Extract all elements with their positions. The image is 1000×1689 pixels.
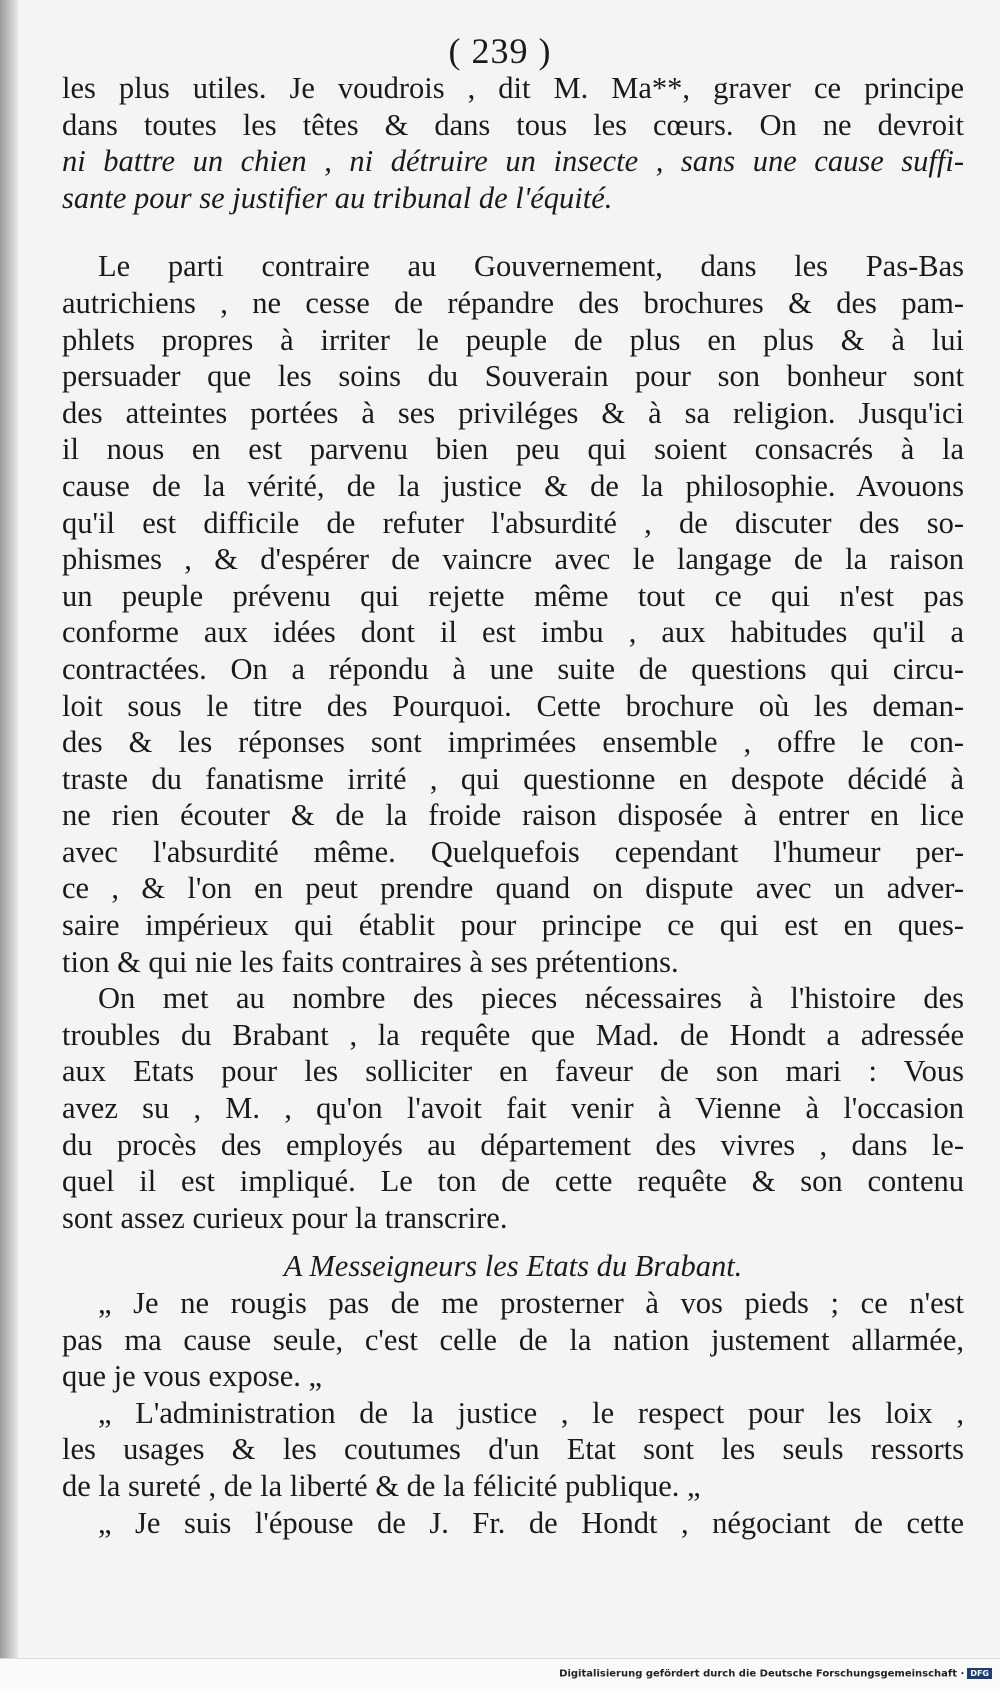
text-line: les plus utiles. Je voudrois , dit M. Ma**, graver ce principe — [62, 71, 964, 105]
text-line: „ L'administration de la justice , le respect pour les loix , — [98, 1395, 964, 1430]
text-line: de la sureté , de la liberté & de la félicité publique. „ — [62, 1468, 701, 1503]
text-line: autrichiens , ne cesse de répandre des brochures & des pam- — [62, 285, 964, 320]
text-line: des atteintes portées à ses priviléges & à sa religion. Jusqu'ici — [62, 395, 964, 430]
text-line: Le parti contraire au Gouvernement, dans les Pas-Bas — [98, 249, 964, 284]
text-line: quel il est impliqué. Le ton de cette requête & son contenu — [62, 1164, 964, 1199]
text-line: les usages & les coutumes d'un Etat sont les seuls ressorts — [62, 1432, 964, 1467]
text-line: il nous en est parvenu bien peu qui soient consacrés à la — [62, 432, 964, 467]
text-line: traste du fanatisme irrité , qui questionne en despote décidé à — [62, 761, 964, 796]
text-line: troubles du Brabant , la requête que Mad. de Hondt a adressée — [62, 1017, 964, 1052]
text-line: On met au nombre des pieces nécessaires à l'histoire des — [98, 981, 964, 1016]
paragraph-gap — [62, 216, 964, 248]
body-text — [62, 70, 964, 1541]
text-line: sante pour se justifier au tribunal de l'équité. — [62, 180, 613, 215]
text-line: ni battre un chien , ni détruire un insecte , sans une cause suffi- — [62, 144, 964, 179]
text-line: un peuple prévenu qui rejette même tout ce qui n'est pas — [62, 578, 964, 613]
paragraph-gap — [62, 1236, 964, 1248]
page-number: ( 239 ) — [448, 31, 552, 71]
page-binding-edge — [0, 0, 18, 1660]
text-line: conforme aux idées dont il est imbu , aux habitudes qu'il a — [62, 615, 964, 650]
text-line: sont assez curieux pour la transcrire. — [62, 1200, 508, 1235]
text-line: pas ma cause seule, c'est celle de la nation justement allarmée, — [62, 1322, 964, 1357]
section-heading: A Messeigneurs les Etats du Brabant. — [283, 1249, 743, 1284]
text-line: ne rien écouter & de la froide raison disposée à entrer en lice — [62, 798, 964, 833]
text-line: des & les réponses sont imprimées ensemble , offre le con- — [62, 725, 964, 760]
text-line: aux Etats pour les solliciter en faveur de son mari : Vous — [62, 1054, 964, 1089]
text-line: „ Je ne rougis pas de me prosterner à vos pieds ; ce n'est — [98, 1286, 964, 1320]
text-line: du procès des employés au département des vivres , dans le- — [62, 1127, 964, 1162]
text-line: „ Je suis l'épouse de J. Fr. de Hondt , négociant de cette — [98, 1505, 964, 1540]
text-line: dans toutes les têtes & dans tous les cœurs. On ne devroit — [62, 107, 964, 142]
text-line: persuader que les soins du Souverain pour son bonheur sont — [62, 359, 964, 394]
text-line: avec l'absurdité même. Quelquefois cependant l'humeur per- — [62, 834, 964, 869]
text-line: tion & qui nie les faits contraires à ses prétentions. — [62, 944, 679, 979]
text-line: phismes , & d'espérer de vaincre avec le langage de la raison — [62, 542, 964, 577]
digitization-credit — [559, 1668, 992, 1680]
text-line: phlets propres à irriter le peuple de plus en plus & à lui — [62, 322, 964, 357]
text-line: cause de la vérité, de la justice & de la philosophie. Avouons — [62, 468, 964, 503]
text-line: que je vous expose. „ — [62, 1359, 323, 1394]
text-line: ce , & l'on en peut prendre quand on dispute avec un adver- — [62, 871, 964, 906]
text-line: saire impérieux qui établit pour principe ce qui est en ques- — [62, 908, 964, 943]
text-line: loit sous le titre des Pourquoi. Cette brochure où les deman- — [62, 688, 964, 723]
text-line: contractées. On a répondu à une suite de questions qui circu- — [62, 651, 964, 686]
text-line: avez su , M. , qu'on l'avoit fait venir à Vienne à l'occasion — [62, 1091, 964, 1126]
credit-text: Digitalisierung gefördert durch die Deutsche Forschungsgemeinschaft · — [559, 1668, 965, 1680]
dfg-logo: DFG — [967, 1668, 992, 1679]
text-line: qu'il est difficile de refuter l'absurdité , de discuter des so- — [62, 505, 964, 540]
